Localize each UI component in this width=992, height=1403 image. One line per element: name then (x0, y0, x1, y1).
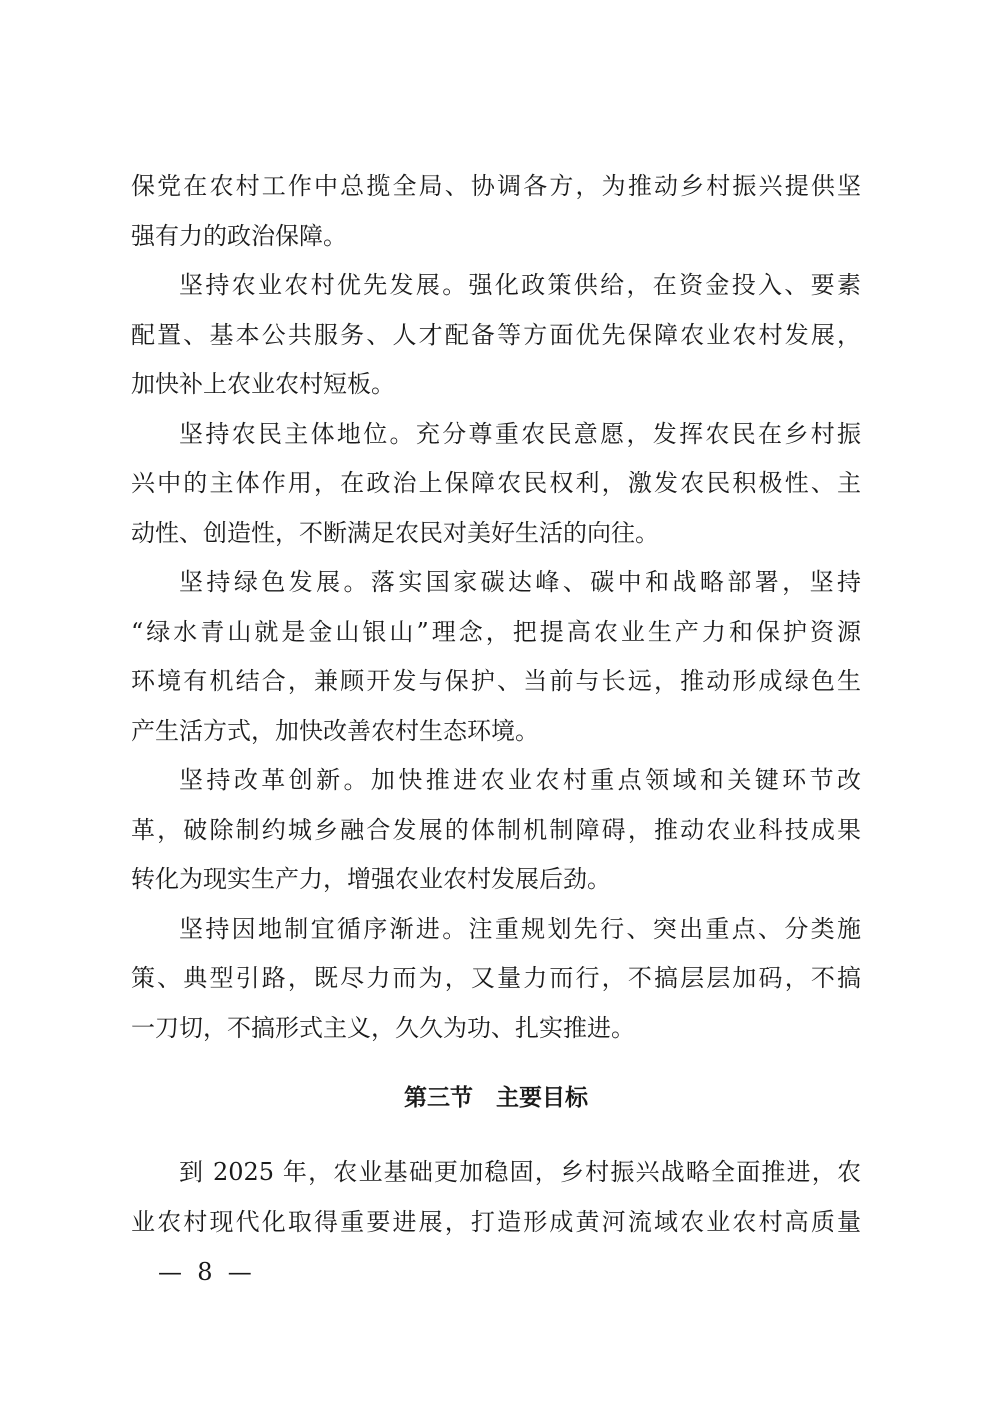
paragraph-line: 兴中的主体作用，在政治上保障农民权利，激发农民积极性、主 (131, 469, 861, 497)
section-heading: 第三节 主要目标 (404, 1085, 588, 1111)
page-number: — 8 — (158, 1258, 252, 1286)
paragraph-line: 一刀切，不搞形式主义，久久为功、扎实推进。 (131, 1014, 635, 1042)
paragraph-line: 保党在农村工作中总揽全局、协调各方，为推动乡村振兴提供坚 (131, 172, 861, 200)
paragraph-line: 坚持因地制宜循序渐进。注重规划先行、突出重点、分类施 (179, 915, 861, 943)
paragraph-line: 转化为现实生产力，增强农业农村发展后劲。 (131, 865, 611, 893)
paragraph-line: 配置、基本公共服务、人才配备等方面优先保障农业农村发展， (131, 321, 861, 349)
paragraph-line: 革，破除制约城乡融合发展的体制机制障碍，推动农业科技成果 (131, 816, 861, 844)
paragraph-line: 强有力的政治保障。 (131, 222, 347, 250)
paragraph-line: 动性、创造性，不断满足农民对美好生活的向往。 (131, 519, 659, 547)
paragraph-line: 到 2025 年，农业基础更加稳固，乡村振兴战略全面推进，农 (179, 1158, 861, 1186)
paragraph-line: 坚持改革创新。加快推进农业农村重点领域和关键环节改 (179, 766, 861, 794)
paragraph-line: 坚持绿色发展。落实国家碳达峰、碳中和战略部署，坚持 (179, 568, 861, 596)
paragraph-line: “绿水青山就是金山银山”理念，把提高农业生产力和保护资源 (131, 618, 861, 646)
paragraph-line: 环境有机结合，兼顾开发与保护、当前与长远，推动形成绿色生 (131, 667, 861, 695)
paragraph-line: 业农村现代化取得重要进展，打造形成黄河流域农业农村高质量 (131, 1208, 861, 1236)
paragraph-line: 产生活方式，加快改善农村生态环境。 (131, 717, 539, 745)
paragraph-line: 坚持农民主体地位。充分尊重农民意愿，发挥农民在乡村振 (179, 420, 861, 448)
paragraph-line: 坚持农业农村优先发展。强化政策供给，在资金投入、要素 (179, 271, 861, 299)
paragraph-line: 加快补上农业农村短板。 (131, 370, 395, 398)
paragraph-line: 策、典型引路，既尽力而为，又量力而行，不搞层层加码，不搞 (131, 964, 861, 992)
